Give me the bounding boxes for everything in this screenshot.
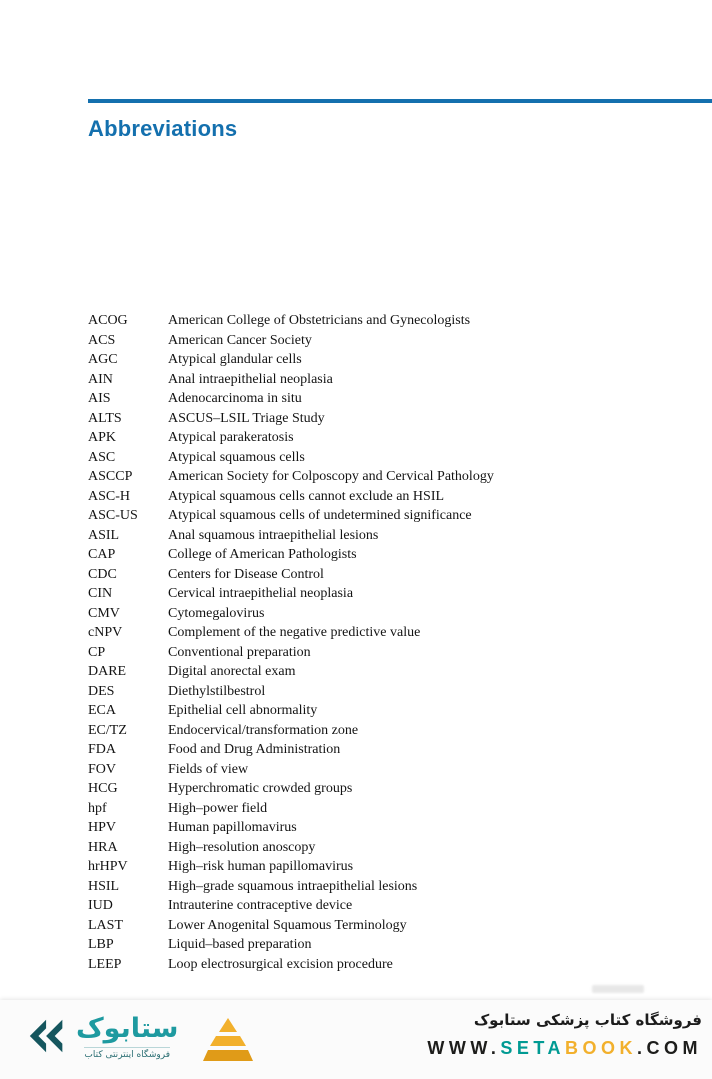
abbreviation-row [88, 935, 663, 955]
abbreviation-definition: Diethylstilbestrol [168, 683, 266, 699]
abbreviation-term: CDC [88, 566, 117, 582]
abbreviation-row [88, 604, 663, 624]
abbreviation-row [88, 818, 663, 838]
abbreviation-term: ALTS [88, 410, 122, 426]
abbreviation-definition: ASCUS–LSIL Triage Study [168, 410, 325, 426]
abbreviation-row [88, 955, 663, 975]
abbreviation-term: DES [88, 683, 115, 699]
book-pyramid-icon [203, 1017, 253, 1063]
abbreviation-term: CP [88, 644, 106, 660]
abbreviation-definition: Fields of view [168, 761, 249, 777]
abbreviation-term: LBP [88, 937, 114, 952]
abbreviation-definition: Digital anorectal exam [168, 664, 296, 679]
abbreviation-row [88, 526, 663, 546]
page-title: Abbreviations [88, 116, 238, 141]
url-com: .COM [637, 1038, 702, 1058]
abbreviation-term: CAP [88, 547, 116, 562]
abbreviation-term: DARE [88, 664, 127, 679]
footer-bar [0, 1000, 712, 1079]
abbreviation-definition: Atypical squamous cells cannot exclude an HSIL [168, 488, 445, 504]
abbreviation-definition: High–grade squamous intraepithelial lesions [168, 878, 418, 894]
abbreviation-term: ACOG [88, 313, 128, 328]
abbreviation-row [88, 331, 663, 351]
abbreviation-definition: Lower Anogenital Squamous Terminology [168, 917, 407, 933]
url-seta: SETA [500, 1038, 565, 1058]
abbreviation-row [88, 779, 663, 799]
abbreviation-term: ASC-US [88, 508, 138, 523]
abbreviation-row [88, 896, 663, 916]
abbreviation-row [88, 409, 663, 429]
header-rule [88, 99, 712, 103]
abbreviation-term: APK [88, 430, 117, 445]
abbreviation-definition: Adenocarcinoma in situ [168, 391, 302, 406]
abbreviation-term: EC/TZ [88, 722, 127, 738]
abbreviation-definition: Epithelial cell abnormality [168, 703, 318, 718]
logo-wordmark [76, 1014, 178, 1060]
abbreviation-row [88, 740, 663, 760]
abbreviation-term: HCG [88, 781, 118, 796]
abbreviation-term: ASCCP [88, 469, 133, 484]
abbreviation-term: HSIL [88, 878, 120, 894]
footer-logo [26, 1014, 178, 1060]
abbreviation-term: HPV [88, 820, 117, 835]
abbreviation-row [88, 799, 663, 819]
abbreviation-definition: Atypical squamous cells [168, 449, 305, 465]
site-url [427, 1038, 702, 1059]
url-book: BOOK [565, 1038, 637, 1058]
abbreviation-term: ECA [88, 703, 116, 718]
abbreviation-definition: Hyperchromatic crowded groups [168, 781, 353, 796]
abbreviation-term: cNPV [88, 625, 123, 640]
abbreviation-row [88, 311, 663, 331]
abbreviation-definition: Atypical parakeratosis [168, 430, 294, 445]
abbreviation-row [88, 623, 663, 643]
abbreviation-definition: Atypical squamous cells of undetermined significance [168, 508, 472, 523]
abbreviation-row [88, 662, 663, 682]
abbreviation-definition: Cytomegalovirus [168, 605, 265, 621]
abbreviation-definition: Anal squamous intraepithelial lesions [168, 527, 379, 543]
abbreviation-row [88, 701, 663, 721]
abbreviation-definition: High–resolution anoscopy [168, 839, 316, 855]
abbreviation-term: LEEP [88, 956, 122, 972]
abbreviation-definition: Centers for Disease Control [168, 566, 324, 582]
abbreviation-definition: American College of Obstetricians and Gynecologists [168, 313, 471, 328]
abbreviation-row [88, 584, 663, 604]
abbreviation-definition: High–power field [168, 800, 268, 816]
abbreviation-row [88, 682, 663, 702]
abbreviation-term: LAST [88, 917, 123, 933]
abbreviation-row [88, 370, 663, 390]
logo-text: ستابوک [76, 1013, 179, 1044]
abbreviation-term: ASIL [88, 527, 120, 543]
abbreviation-term: HRA [88, 839, 118, 855]
abbreviation-term: CMV [88, 605, 120, 621]
abbreviation-term: FDA [88, 742, 117, 757]
abbreviation-definition: Food and Drug Administration [168, 742, 341, 757]
abbreviation-definition: Cervical intraepithelial neoplasia [168, 586, 354, 601]
abbreviation-row [88, 545, 663, 565]
abbreviation-row [88, 721, 663, 741]
abbreviation-row [88, 916, 663, 936]
store-name: فروشگاه کتاب پزشکی ستابوک [473, 1011, 702, 1029]
abbreviation-definition: High–risk human papillomavirus [168, 859, 354, 874]
abbreviation-term: AGC [88, 352, 118, 367]
abbreviation-definition: Anal intraepithelial neoplasia [168, 371, 333, 387]
abbreviation-row [88, 350, 663, 370]
abbreviation-term: FOV [88, 761, 117, 777]
abbreviation-definition: Human papillomavirus [168, 820, 297, 835]
abbreviation-definition: Conventional preparation [168, 644, 311, 660]
abbreviation-row [88, 448, 663, 468]
abbreviation-definition: Liquid–based preparation [168, 937, 312, 952]
abbreviation-definition: Complement of the negative predictive value [168, 625, 421, 640]
abbreviation-row [88, 643, 663, 663]
faint-stamp [592, 985, 644, 993]
footer-contact [427, 1009, 702, 1059]
abbreviation-list [88, 311, 663, 974]
abbreviation-row [88, 428, 663, 448]
abbreviation-definition: Intrauterine contraceptive device [168, 898, 353, 913]
abbreviation-row [88, 857, 663, 877]
abbreviation-definition: American Society for Colposcopy and Cervical Pathology [168, 469, 494, 484]
abbreviation-term: ACS [88, 332, 116, 348]
abbreviation-term: IUD [88, 898, 113, 913]
abbreviation-definition: College of American Pathologists [168, 547, 357, 562]
abbreviation-term: AIN [88, 371, 113, 387]
double-chevron-icon [26, 1016, 70, 1056]
abbreviation-row [88, 760, 663, 780]
abbreviation-term: hrHPV [88, 859, 128, 874]
abbreviation-row [88, 506, 663, 526]
abbreviation-term: ASC-H [88, 488, 131, 504]
abbreviation-term: CIN [88, 586, 113, 601]
abbreviation-row [88, 467, 663, 487]
abbreviation-term: ASC [88, 449, 116, 465]
abbreviation-row [88, 838, 663, 858]
abbreviation-row [88, 877, 663, 897]
abbreviation-definition: Loop electrosurgical excision procedure [168, 956, 393, 972]
abbreviation-term: AIS [88, 391, 111, 406]
abbreviation-definition: Atypical glandular cells [168, 352, 302, 367]
url-www: WWW. [427, 1038, 501, 1058]
abbreviation-row [88, 565, 663, 585]
abbreviation-term: hpf [88, 800, 107, 816]
abbreviation-row [88, 487, 663, 507]
abbreviation-row [88, 389, 663, 409]
logo-subtext: فروشگاه اینترنتی کتاب [84, 1047, 170, 1060]
abbreviation-definition: American Cancer Society [168, 332, 312, 348]
abbreviation-definition: Endocervical/transformation zone [168, 722, 359, 738]
